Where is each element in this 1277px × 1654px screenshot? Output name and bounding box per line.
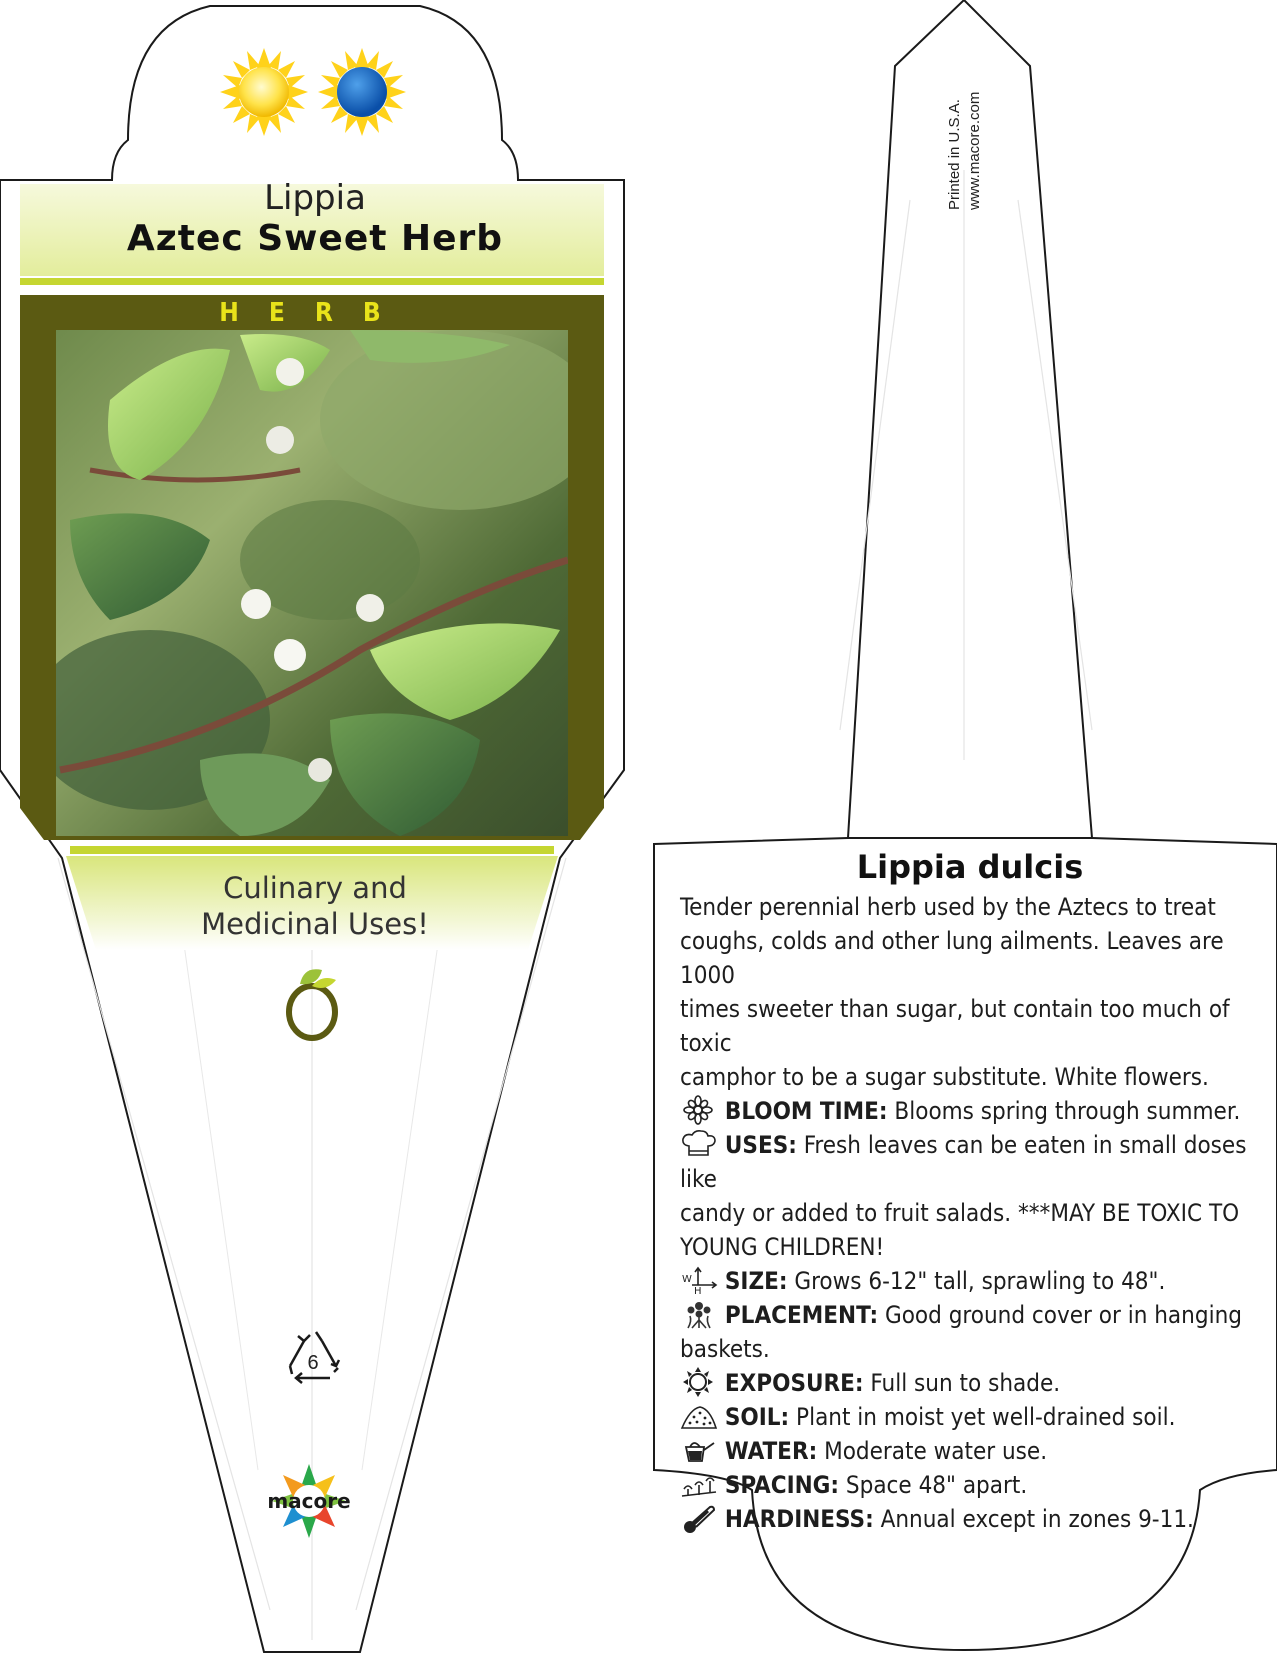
lime-divider-top [20,278,604,285]
description-line: Tender perennial herb used by the Aztecs to treat [680,893,1216,921]
soil-mound-icon [680,1401,718,1431]
spacing-value: Space 48" apart. [845,1471,1028,1499]
soil-value: Plant in moist yet well-drained soil. [796,1403,1176,1431]
website-text: www.macore.com [966,91,983,210]
description-line: coughs, colds and other lung ailments. Leaves are 1000 [680,927,1224,989]
hardiness-value: Annual except in zones 9-11. [880,1505,1194,1533]
spacing-sprouts-icon [680,1469,718,1499]
water-value: Moderate water use. [824,1437,1048,1465]
uses-value: Fresh leaves can be eaten in small doses like [680,1131,1247,1193]
bloom-time-label: BLOOM TIME: [724,1097,888,1125]
tagline [140,870,490,942]
size-row [680,1264,1270,1298]
care-description [680,890,1270,1536]
recycle-code: 6 [307,1352,319,1374]
placement-value: Good ground cover or in hanging [884,1301,1242,1329]
plant-common-name: Aztec Sweet Herb [126,218,504,259]
uses-label: USES: [724,1131,797,1159]
lime-divider-bottom [70,846,554,854]
category-label: HERB [219,298,411,328]
svg-text:H: H [694,1286,702,1295]
sun-shade-icon [318,48,406,136]
uses-value-cont: candy or added to fruit salads. ***MAY BE TOXIC TO [680,1199,1240,1227]
description-line: times sweeter than sugar, but contain too much of toxic [680,995,1230,1057]
thermometer-icon [680,1503,718,1533]
uses-row [680,1128,1270,1196]
placement-row [680,1298,1270,1332]
tagline-line-2: Medicinal Uses! [201,907,429,941]
svg-text:W: W [682,1274,692,1285]
size-dimensions-icon [680,1265,718,1295]
plant-genus-title: Lippia [264,178,366,218]
plant-photo [30,330,600,836]
exposure-value: Full sun to shade. [870,1369,1061,1397]
printed-in-text: Printed in U.S.A. [946,99,963,210]
water-row [680,1434,1270,1468]
uses-value-cont: YOUNG CHILDREN! [680,1233,885,1261]
bloom-time-value: Blooms spring through summer. [894,1097,1241,1125]
description-line: camphor to be a sugar substitute. White flowers. [680,1063,1209,1091]
bloom-time-row [680,1094,1270,1128]
spacing-row [680,1468,1270,1502]
spacing-label: SPACING: [724,1471,840,1499]
water-label: WATER: [724,1437,818,1465]
brand-name: macore [267,1489,351,1513]
scientific-name: Lippia dulcis [856,848,1084,886]
hardiness-label: HARDINESS: [724,1505,874,1533]
flower-icon [680,1095,718,1125]
soil-label: SOIL: [724,1403,790,1431]
sun-exposure-icon [680,1367,718,1397]
exposure-row [680,1366,1270,1400]
placement-flowers-icon [680,1299,718,1329]
soil-row [680,1400,1270,1434]
placement-label: PLACEMENT: [724,1301,879,1329]
tagline-line-1: Culinary and [223,871,407,905]
watering-can-icon [680,1435,718,1465]
size-value: Grows 6-12" tall, sprawling to 48". [794,1267,1166,1295]
size-label: SIZE: [724,1267,788,1295]
full-sun-icon [220,48,308,136]
exposure-label: EXPOSURE: [724,1369,864,1397]
chef-hat-icon [680,1129,718,1159]
placement-value-cont: baskets. [680,1335,770,1363]
hardiness-row [680,1502,1270,1536]
